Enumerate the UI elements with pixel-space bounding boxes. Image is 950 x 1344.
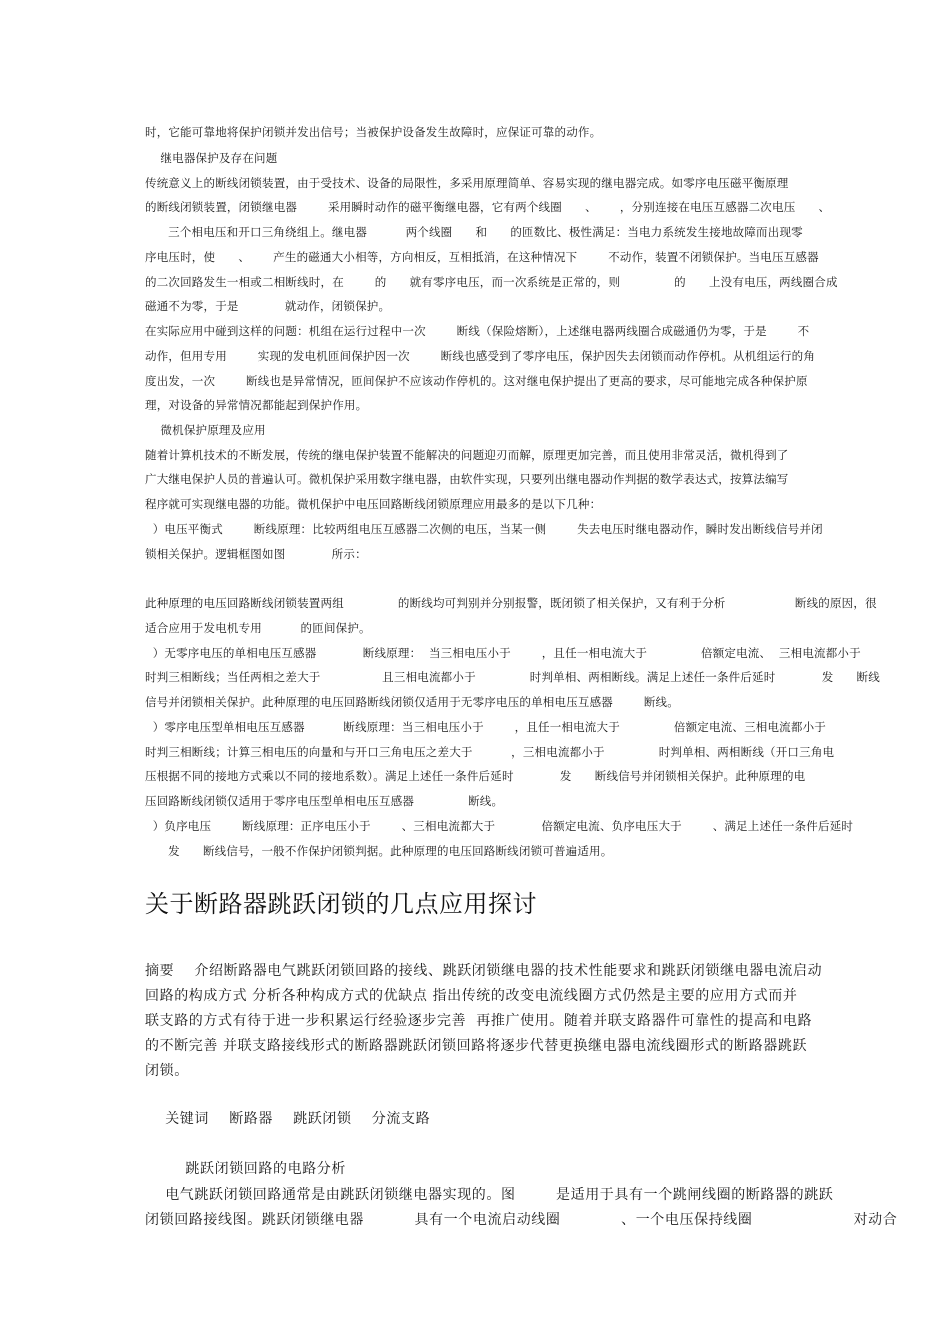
abstract-line: 联支路的方式有待于进一步积累运行经验逐步完善 再推广使用。随着并联支路器件可靠性的提高和电路 bbox=[145, 1013, 813, 1029]
text-line: 的断线闭锁装置，闭锁继电器 采用瞬时动作的磁平衡继电器，它有两个线圈 、 ，分别连接在电压互感器二次电压 、 bbox=[145, 200, 831, 214]
text-line: 序电压时，使 、 产生的磁通大小相等，方向相反，互相抵消，在这种情况下 不动作，装置不闭锁保护。当电压互感器 bbox=[145, 250, 819, 264]
text-line: 适合应用于发电机专用 的匝间保护。 bbox=[145, 621, 371, 635]
abstract-line: 摘要 介绍断路器电气跳跃闭锁回路的接线、跳跃闭锁继电器的技术性能要求和跳跃闭锁继电器电流启动 bbox=[145, 963, 823, 979]
text-line: 锁相关保护。逻辑框图如图 所示： bbox=[145, 547, 367, 561]
section-subheading: 继电器保护及存在问题 bbox=[145, 151, 278, 165]
text-line: 发 断线信号，一般不作保护闭锁判据。此种原理的电压回路断线闭锁可普遍适用。 bbox=[145, 844, 613, 858]
article-title: 关于断路器跳跃闭锁的几点应用探讨 bbox=[145, 890, 537, 918]
abstract-line: 闭锁。 bbox=[145, 1063, 189, 1079]
text-line: 此种原理的电压回路断线闭锁装置两组 的断线均可判别并分别报警，既闭锁了相关保护，又有利于分析 断线的原因，很 bbox=[145, 596, 877, 610]
text-line: 动作，但用专用 实现的发电机匝间保护因一次 断线也感受到了零序电压，保护因失去闭锁而动作停机。从机组运行的角 bbox=[145, 349, 816, 363]
text-line: 磁通不为零，于是 就动作，闭锁保护。 bbox=[145, 299, 391, 313]
abstract-line: 回路的构成方式 分析各种构成方式的优缺点 指出传统的改变电流线圈方式仍然是主要的应用方式而并 bbox=[145, 988, 798, 1004]
text-line: 时判三相断线；计算三相电压的向量和与开口三角电压之差大于 ，三相电流都小于 时判单相、两相断线（开口三角电 bbox=[145, 745, 835, 759]
text-line: 的二次回路发生一相或二相断线时，在 的 就有零序电压，而一次系统是正常的，则 的 上没有电压，两线圈合成 bbox=[145, 275, 838, 289]
text-line: 广大继电保护人员的普遍认可。微机保护采用数字继电器，由软件实现，只要列出继电器动作判据的数学表达式，按算法编写 bbox=[145, 472, 789, 486]
text-line: ）零序电压型单相电压互感器 断线原理：当三相电压小于 ，且任一相电流大于 倍额定电流、三相电流都小于 bbox=[145, 720, 826, 734]
text-line: 程序就可实现继电器的功能。微机保护中电压回路断线闭锁原理应用最多的是以下几种： bbox=[145, 497, 602, 511]
paragraph-line: 电气跳跃闭锁回路通常是由跳跃闭锁继电器实现的。图 是适用于具有一个跳闸线圈的断路器的跳跃 bbox=[145, 1187, 834, 1203]
text-line: 传统意义上的断线闭锁装置，由于受技术、设备的局限性，多采用原理简单、容易实现的继电器完成。如零序电压磁平衡原理 bbox=[145, 176, 789, 190]
text-line: ）无零序电压的单相电压互感器 断线原理： 当三相电压小于 ，且任一相电流大于 倍额定电流、 三相电流都小于 bbox=[145, 646, 861, 660]
text-line: ）电压平衡式 断线原理：比较两组电压互感器二次侧的电压，当某一侧 失去电压时继电器动作，瞬时发出断线信号并闭 bbox=[145, 522, 823, 536]
text-line: ）负序电压 断线原理：正序电压小于 、三相电流都大于 倍额定电流、负序电压大于 、满足上述任一条件后延时 bbox=[145, 819, 854, 833]
text-line: 度出发，一次 断线也是异常情况，匝间保护不应该动作停机的。这对继电保护提出了更高的要求，尽可能地完成各种保护原 bbox=[145, 374, 808, 388]
text-line: 时，它能可靠地将保护闭锁并发出信号；当被保护设备发生故障时，应保证可靠的动作。 bbox=[145, 125, 602, 139]
paragraph-line: 闭锁回路接线图。跳跃闭锁继电器 具有一个电流启动线圈 、一个电压保持线圈 对动合 bbox=[145, 1212, 898, 1228]
keywords: 关键词 断路器 跳跃闭锁 分流支路 bbox=[145, 1111, 431, 1127]
section-subheading: 跳跃闭锁回路的电路分析 bbox=[145, 1161, 347, 1177]
text-line: 信号并闭锁相关保护。此种原理的电压回路断线闭锁仅适用于无零序电压的单相电压互感器 断线。 bbox=[145, 695, 679, 709]
text-line: 时判三相断线；当任两相之差大于 且三相电流都小于 时判单相、两相断线。满足上述任一条件后延时 发 断线 bbox=[145, 670, 880, 684]
abstract-line: 的不断完善 并联支路接线形式的断路器跳跃闭锁回路将逐步代替更换继电器电流线圈形式的断路器跳跃 bbox=[145, 1038, 808, 1054]
text-line: 压根据不同的接地方式乘以不同的接地系数）。满足上述任一条件后延时 发 断线信号并闭锁相关保护。此种原理的电 bbox=[145, 769, 806, 783]
text-line: 三个相电压和开口三角绕组上。继电器 两个线圈 和 的匝数比、极性满足：当电力系统发生接地故障而出现零 bbox=[145, 225, 803, 239]
text-line: 在实际应用中碰到这样的问题：机组在运行过程中一次 断线（保险熔断），上述继电器两线圈合成磁通仍为零，于是 不 bbox=[145, 324, 810, 338]
text-line: 理，对设备的异常情况都能起到保护作用。 bbox=[145, 398, 368, 412]
text-line: 随着计算机技术的不断发展，传统的继电保护装置不能解决的问题迎刃而解，原理更加完善，而且使用非常灵活，微机得到了 bbox=[145, 448, 789, 462]
section-subheading: 微机保护原理及应用 bbox=[145, 423, 266, 437]
text-line: 压回路断线闭锁仅适用于零序电压型单相电压互感器 断线。 bbox=[145, 794, 504, 808]
